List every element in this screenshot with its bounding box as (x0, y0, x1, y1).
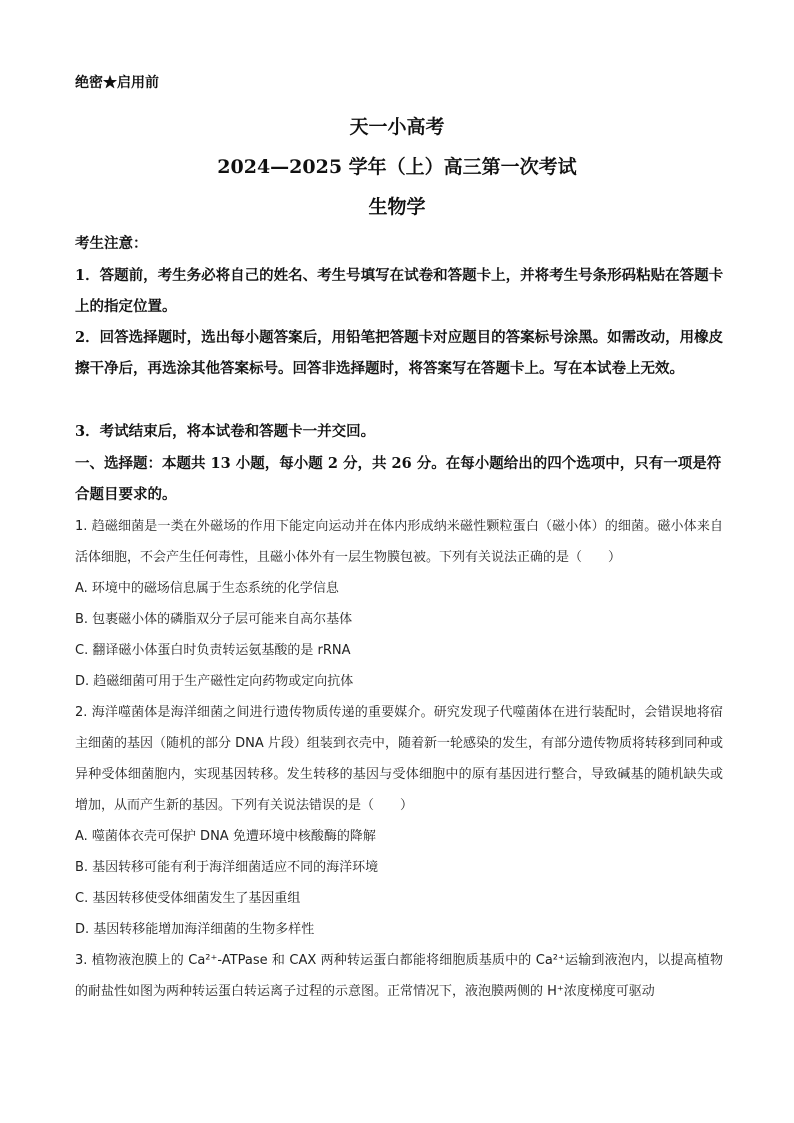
confidential-mark: 绝密★启用前 (75, 75, 159, 91)
question-2-option-d: D. 基因转移能增加海洋细菌的生物多样性 (75, 922, 315, 937)
exam-title: 2024—2025 学年（上）高三第一次考试 (217, 156, 577, 178)
question-1-option-b: B. 包裹磁小体的磷脂双分子层可能来自高尔基体 (75, 612, 353, 627)
notice-heading: 考生注意： (75, 235, 148, 252)
question-2-option-b: B. 基因转移可能有利于海洋细菌适应不同的海洋环境 (75, 860, 379, 875)
notice-item-1: 1．答题前，考生务必将自己的姓名、考生号填写在试卷和答题卡上，并将考生号条形码粘贴在答题卡上的指定位置。 (75, 267, 724, 315)
question-3-stem: 3. 植物液泡膜上的 Ca²⁺-ATPase 和 CAX 两种转运蛋白都能将细胞质基质中的 Ca²⁺运输到液泡内，以提高植物的耐盐性如图为两种转运蛋白转运离子过程的示意图。正常情况下，液泡膜两侧的 H⁺浓度梯度可驱动 (75, 953, 723, 999)
question-1-option-a: A. 环境中的磁场信息属于生态系统的化学信息 (75, 581, 339, 596)
question-2-stem: 2. 海洋噬菌体是海洋细菌之间进行遗传物质传递的重要媒介。研究发现子代噬菌体在进行装配时，会错误地将宿主细菌的基因（随机的部分 DNA 片段）组装到衣壳中，随着新一轮感染的发生，有部分遗传物质将转移到同种或异种受体细菌胞内，实现基因转移。发生转移的基因与受体细胞中的原有基因进行整合，导致碱基的随机缺失或增加，从而产生新的基因。下列有关说法错误的是（ ） (75, 705, 723, 813)
question-1-option-c: C. 翻译磁小体蛋白时负责转运氨基酸的是 rRNA (75, 643, 351, 658)
question-2-option-c: C. 基因转移使受体细菌发生了基因重组 (75, 891, 301, 906)
section-title: 一、选择题：本题共 13 小题，每小题 2 分，共 26 分。在每小题给出的四个选项中，只有一项是符合题目要求的。 (75, 455, 722, 503)
notice-item-3: 3．考试结束后，将本试卷和答题卡一并交回。 (75, 423, 376, 440)
notice-item-2: 2．回答选择题时，选出每小题答案后，用铅笔把答题卡对应题目的答案标号涂黑。如需改动，用橡皮擦干净后，再选涂其他答案标号。回答非选择题时，将答案写在答题卡上。写在本试卷上无效。 (75, 329, 724, 377)
exam-org: 天一小高考 (349, 116, 445, 138)
question-1-stem: 1. 趋磁细菌是一类在外磁场的作用下能定向运动并在体内形成纳米磁性颗粒蛋白（磁小体）的细菌。磁小体来自活体细胞，不会产生任何毒性，且磁小体外有一层生物膜包被。下列有关说法正确的是（ ） (75, 519, 723, 565)
question-1-option-d: D. 趋磁细菌可用于生产磁性定向药物或定向抗体 (75, 674, 354, 689)
question-2-option-a: A. 噬菌体衣壳可保护 DNA 免遭环境中核酸酶的降解 (75, 829, 376, 844)
exam-subject: 生物学 (368, 196, 426, 218)
